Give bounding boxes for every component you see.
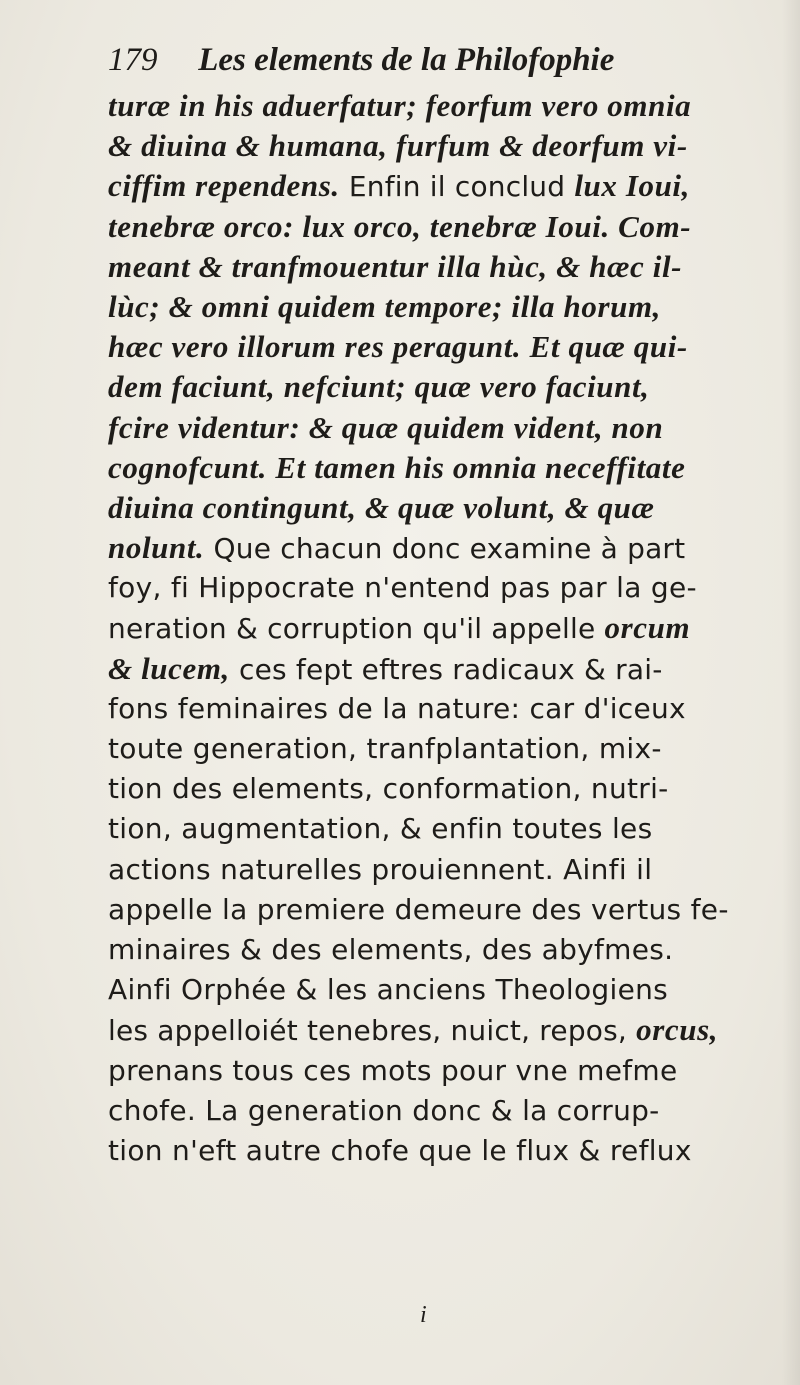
french-phrase: ces fept eftres radicaux & rai- bbox=[229, 652, 663, 686]
text-line: meant & tranfmouentur illa hùc, & hæc il- bbox=[108, 248, 683, 284]
text-line: cognofcunt. Et tamen his omnia neceffitate bbox=[108, 449, 686, 485]
running-title: Les elements de la Philofophie bbox=[198, 42, 615, 78]
french-phrase: neration & corruption qu'il appelle bbox=[108, 612, 605, 646]
text-line: toute generation, tranfplantation, mix- bbox=[108, 732, 662, 765]
french-phrase: Que chacun donc examine à part bbox=[204, 532, 686, 566]
page-number: 179 bbox=[108, 42, 158, 78]
text-line: tion n'eft autre chofe que le flux & reflux bbox=[108, 1133, 692, 1167]
text-line bbox=[108, 649, 788, 689]
latin-phrase: ciffim rependens. bbox=[108, 168, 340, 204]
text-line bbox=[108, 1010, 788, 1050]
french-phrase: les appelloiét tenebres, nuict, repos, bbox=[108, 1014, 637, 1048]
latin-phrase: nolunt. bbox=[108, 530, 205, 566]
text-line: Ainfi Orphée & les anciens Theologiens bbox=[108, 973, 669, 1007]
latin-phrase: & lucem, bbox=[108, 650, 230, 686]
text-line bbox=[108, 528, 788, 568]
text-line: hæc vero illorum res peragunt. Et quæ qui- bbox=[108, 329, 688, 365]
text-line: dem faciunt, nefciunt; quæ vero faciunt, bbox=[108, 369, 650, 405]
text-line: actions naturelles prouiennent. Ainfi il bbox=[108, 852, 653, 886]
text-line: diuina contingunt, & quæ volunt, & quæ bbox=[108, 489, 655, 525]
signature-mark: i bbox=[420, 1302, 427, 1328]
text-line: foy, fi Hippocrate n'entend pas par la ge- bbox=[108, 571, 697, 605]
text-line: tion, augmentation, & enfin toutes les bbox=[108, 812, 653, 846]
body-text bbox=[108, 86, 788, 1171]
french-phrase: Enfin il conclud bbox=[339, 170, 575, 204]
text-line bbox=[108, 166, 788, 206]
text-line: tion des elements, conformation, nutri- bbox=[108, 772, 669, 806]
text-line: minaires & des elements, des abyfmes. bbox=[108, 932, 674, 966]
text-line: tenebræ orco: lux orco, tenebræ Ioui. Com- bbox=[108, 208, 692, 244]
latin-phrase: orcum bbox=[604, 610, 691, 646]
latin-phrase: orcus, bbox=[636, 1012, 719, 1048]
text-line: fons feminaires de la nature: car d'iceux bbox=[108, 691, 686, 725]
text-line: turæ in his aduerfatur; feorfum vero omnia bbox=[108, 88, 692, 123]
page-header bbox=[108, 38, 748, 82]
text-line: fcire videntur: & quæ quidem vident, non bbox=[108, 409, 664, 445]
text-line: prenans tous ces mots pour vne mefme bbox=[108, 1053, 678, 1087]
latin-phrase: lux Ioui, bbox=[574, 168, 690, 204]
text-line: & diuina & humana, furfum & deorfum vi- bbox=[108, 128, 688, 164]
text-line: appelle la premiere demeure des vertus fe- bbox=[108, 892, 729, 926]
text-line bbox=[108, 608, 788, 648]
text-line: chofe. La generation donc & la corrup- bbox=[108, 1093, 660, 1127]
text-line: lùc; & omni quidem tempore; illa horum, bbox=[108, 288, 662, 324]
